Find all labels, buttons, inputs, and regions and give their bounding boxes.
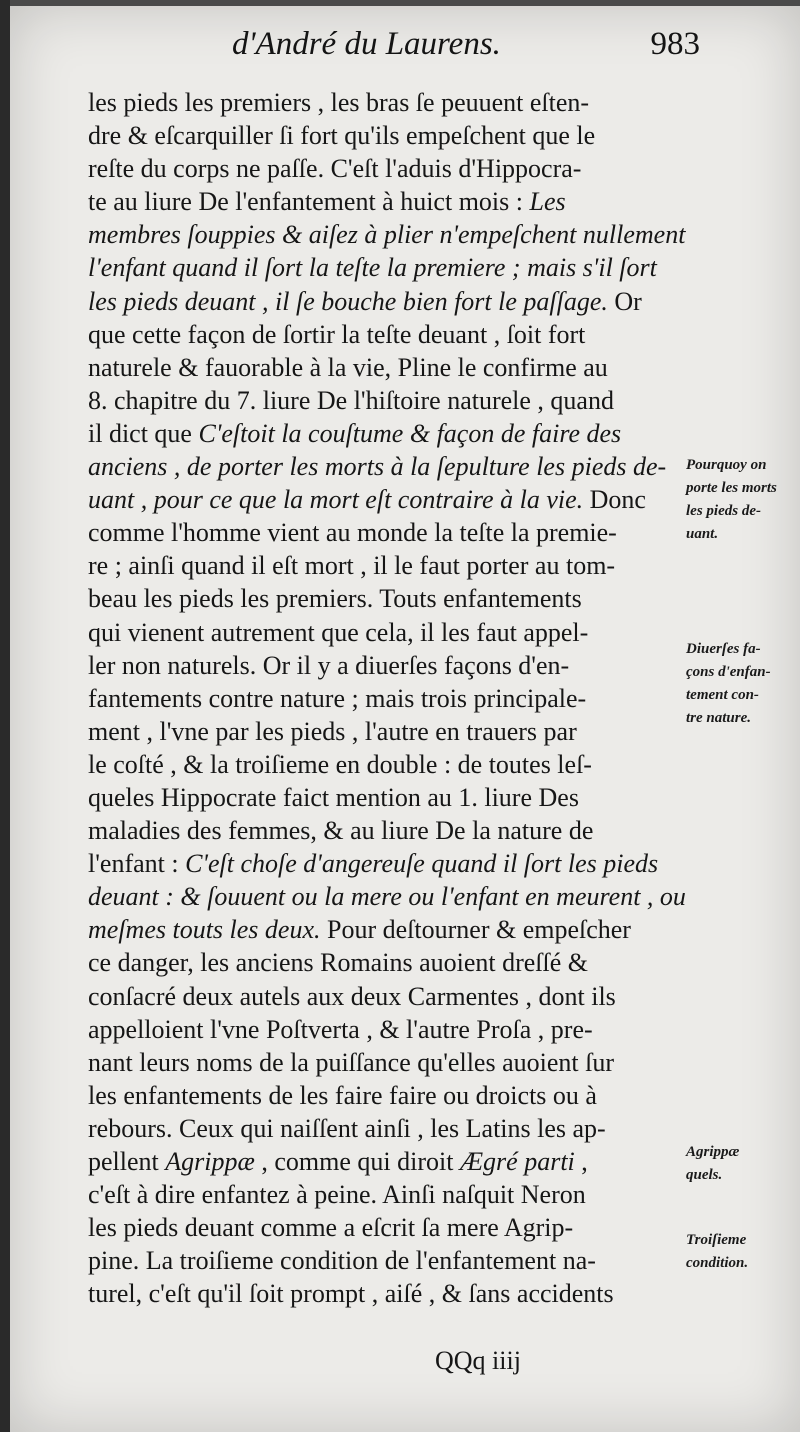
margin-note-line: Pourquoy on	[686, 457, 767, 473]
text-line	[88, 582, 692, 615]
running-title: d'André du Laurens.	[232, 26, 501, 62]
roman-run: pellent	[88, 1147, 166, 1176]
text-line	[88, 781, 692, 814]
text-line	[88, 1145, 692, 1178]
italic-run: uant , pour ce que la mort eſt contraire à la vie.	[88, 485, 584, 515]
text-line	[88, 152, 692, 185]
text-line	[88, 1277, 692, 1310]
main-text-block	[88, 86, 692, 1310]
roman-run: que cette façon de ſortir la teſte deuant , ſoit fort	[88, 319, 586, 349]
text-line	[88, 1178, 692, 1211]
page-gutter-shadow	[0, 0, 10, 1432]
margin-note-line: uant.	[686, 526, 719, 542]
roman-run: Donc	[583, 485, 646, 515]
text-line	[88, 1112, 692, 1145]
text-line	[88, 748, 692, 781]
margin-note-line: tement con-	[686, 687, 759, 703]
italic-run: membres ſouppies & aiſez à plier n'empeſchent nullement	[88, 220, 686, 250]
roman-run: nant leurs noms de la puiſſance qu'elles auoient ſur	[88, 1047, 614, 1077]
italic-run: C'eſtoit la couſtume & façon de faire des	[198, 418, 622, 448]
text-line	[88, 649, 692, 682]
margin-note-line: çons d'enfan-	[686, 664, 771, 680]
roman-run: ment , l'vne par les pieds , l'autre en trauers par	[88, 716, 577, 746]
roman-run: reſte du corps ne paſſe. C'eſt l'aduis d'Hippocra-	[88, 154, 582, 184]
italic-run: C'eſt choſe d'angereuſe quand il ſort les pieds	[185, 849, 659, 879]
text-line	[88, 1046, 692, 1079]
roman-run: re ; ainſi quand il eſt mort , il le faut porter au tom-	[88, 551, 616, 581]
text-line	[88, 549, 692, 582]
roman-run: les enfantements de les faire faire ou droicts ou à	[88, 1080, 597, 1110]
text-line	[88, 86, 692, 119]
italic-run: deuant : & ſouuent ou la mere ou l'enfant en meurent , ou	[88, 882, 686, 912]
margin-note-line: Agrippæ	[686, 1144, 740, 1160]
text-line	[88, 516, 692, 549]
margin-note-line: condition.	[686, 1255, 749, 1271]
margin-note-enfantement	[686, 638, 800, 730]
text-line	[88, 318, 692, 351]
roman-run: le coſté , & la troiſieme en double : de toutes leſ-	[88, 749, 592, 779]
text-line	[88, 946, 692, 979]
text-line	[88, 218, 692, 251]
roman-run: fantements contre nature ; mais trois principale-	[88, 683, 587, 713]
margin-note-line: porte les morts	[686, 480, 777, 496]
italic-run: Ægré parti	[459, 1147, 575, 1176]
italic-run: anciens , de porter les morts à la ſepulture les pieds de-	[88, 452, 667, 482]
text-line	[88, 1079, 692, 1112]
running-header	[220, 26, 700, 74]
roman-run: appelloient l'vne Poſtverta , & l'autre Proſa , pre-	[88, 1014, 593, 1044]
roman-run: te au liure De l'enfantement à huict mois :	[88, 187, 530, 217]
text-line	[88, 351, 692, 384]
margin-note-line: tre nature.	[686, 710, 752, 726]
text-line	[88, 847, 692, 880]
roman-run: ce danger, les anciens Romains auoient dreſſé &	[88, 948, 589, 978]
roman-run: rebours. Ceux qui naiſſent ainſi , les Latins les ap-	[88, 1113, 606, 1143]
margin-note-line: Troiſieme	[686, 1232, 747, 1248]
roman-run: c'eſt à dire enfantez à peine. Ainſi naſquit Neron	[88, 1180, 586, 1210]
roman-run: qui vienent autrement que cela, il les faut appel-	[88, 617, 589, 647]
text-line	[88, 616, 692, 649]
text-line	[88, 913, 692, 946]
roman-run: beau les pieds les premiers. Touts enfantements	[88, 584, 582, 614]
roman-run: ler non naturels. Or il y a diuerſes façons d'en-	[88, 650, 570, 680]
italic-run: Les	[529, 187, 566, 217]
roman-run: il dict que	[88, 418, 199, 448]
roman-run: Pour deſtourner & empeſcher	[320, 915, 631, 945]
roman-run: comme l'homme vient au monde la teſte la premie-	[88, 518, 617, 548]
margin-note-line: les pieds de-	[686, 503, 761, 519]
text-line	[88, 483, 692, 516]
roman-run: turel, c'eſt qu'il ſoit prompt , aiſé , & ſans accidents	[88, 1279, 614, 1309]
roman-run: , comme qui diroit	[254, 1147, 460, 1176]
text-line	[88, 814, 692, 847]
text-line	[88, 1211, 692, 1244]
roman-run: maladies des femmes, & au liure De la nature de	[88, 816, 594, 846]
margin-note-agrippae	[686, 1141, 800, 1187]
text-line	[88, 980, 692, 1013]
italic-run: l'enfant quand il ſort la teſte la premiere ; mais s'il ſort	[88, 253, 657, 283]
text-line	[88, 417, 692, 450]
text-line	[88, 185, 692, 218]
roman-run: queles Hippocrate faict mention au 1. liure Des	[88, 782, 579, 812]
text-line	[88, 119, 692, 152]
roman-run: les pieds les premiers , les bras ſe peuuent eſten-	[88, 88, 590, 117]
text-line	[88, 285, 692, 318]
text-line	[88, 251, 692, 284]
text-line	[88, 880, 692, 913]
margin-note-troisieme	[686, 1229, 800, 1275]
italic-run: les pieds deuant , il ſe bouche bien fort le paſſage.	[88, 286, 608, 316]
page-number: 983	[650, 26, 700, 62]
signature-mark: QQq iiij	[435, 1346, 521, 1375]
italic-run: meſmes touts les deux.	[88, 915, 321, 945]
text-line	[88, 1013, 692, 1046]
text-line	[88, 682, 692, 715]
italic-run: Agrippæ	[165, 1147, 255, 1176]
roman-run: dre & eſcarquiller ſi fort qu'ils empeſchent que le	[88, 121, 596, 151]
margin-note-morts	[686, 454, 800, 546]
margin-note-line: Diuerſes fa-	[686, 641, 761, 657]
roman-run: naturele & fauorable à la vie, Pline le confirme au	[88, 352, 608, 382]
roman-run: pine. La troiſieme condition de l'enfantement na-	[88, 1246, 596, 1276]
text-line	[88, 1244, 692, 1277]
roman-run: les pieds deuant comme a eſcrit ſa mere Agrip-	[88, 1213, 574, 1243]
roman-run: l'enfant :	[88, 849, 186, 879]
book-page	[10, 6, 800, 1432]
roman-run: ,	[574, 1147, 588, 1176]
text-line	[88, 384, 692, 417]
roman-run: 8. chapitre du 7. liure De l'hiſtoire naturele , quand	[88, 385, 614, 415]
margin-note-line: quels.	[686, 1167, 723, 1183]
text-line	[88, 715, 692, 748]
text-line	[88, 450, 692, 483]
roman-run: Or	[607, 286, 642, 316]
roman-run: conſacré deux autels aux deux Carmentes , dont ils	[88, 981, 616, 1011]
